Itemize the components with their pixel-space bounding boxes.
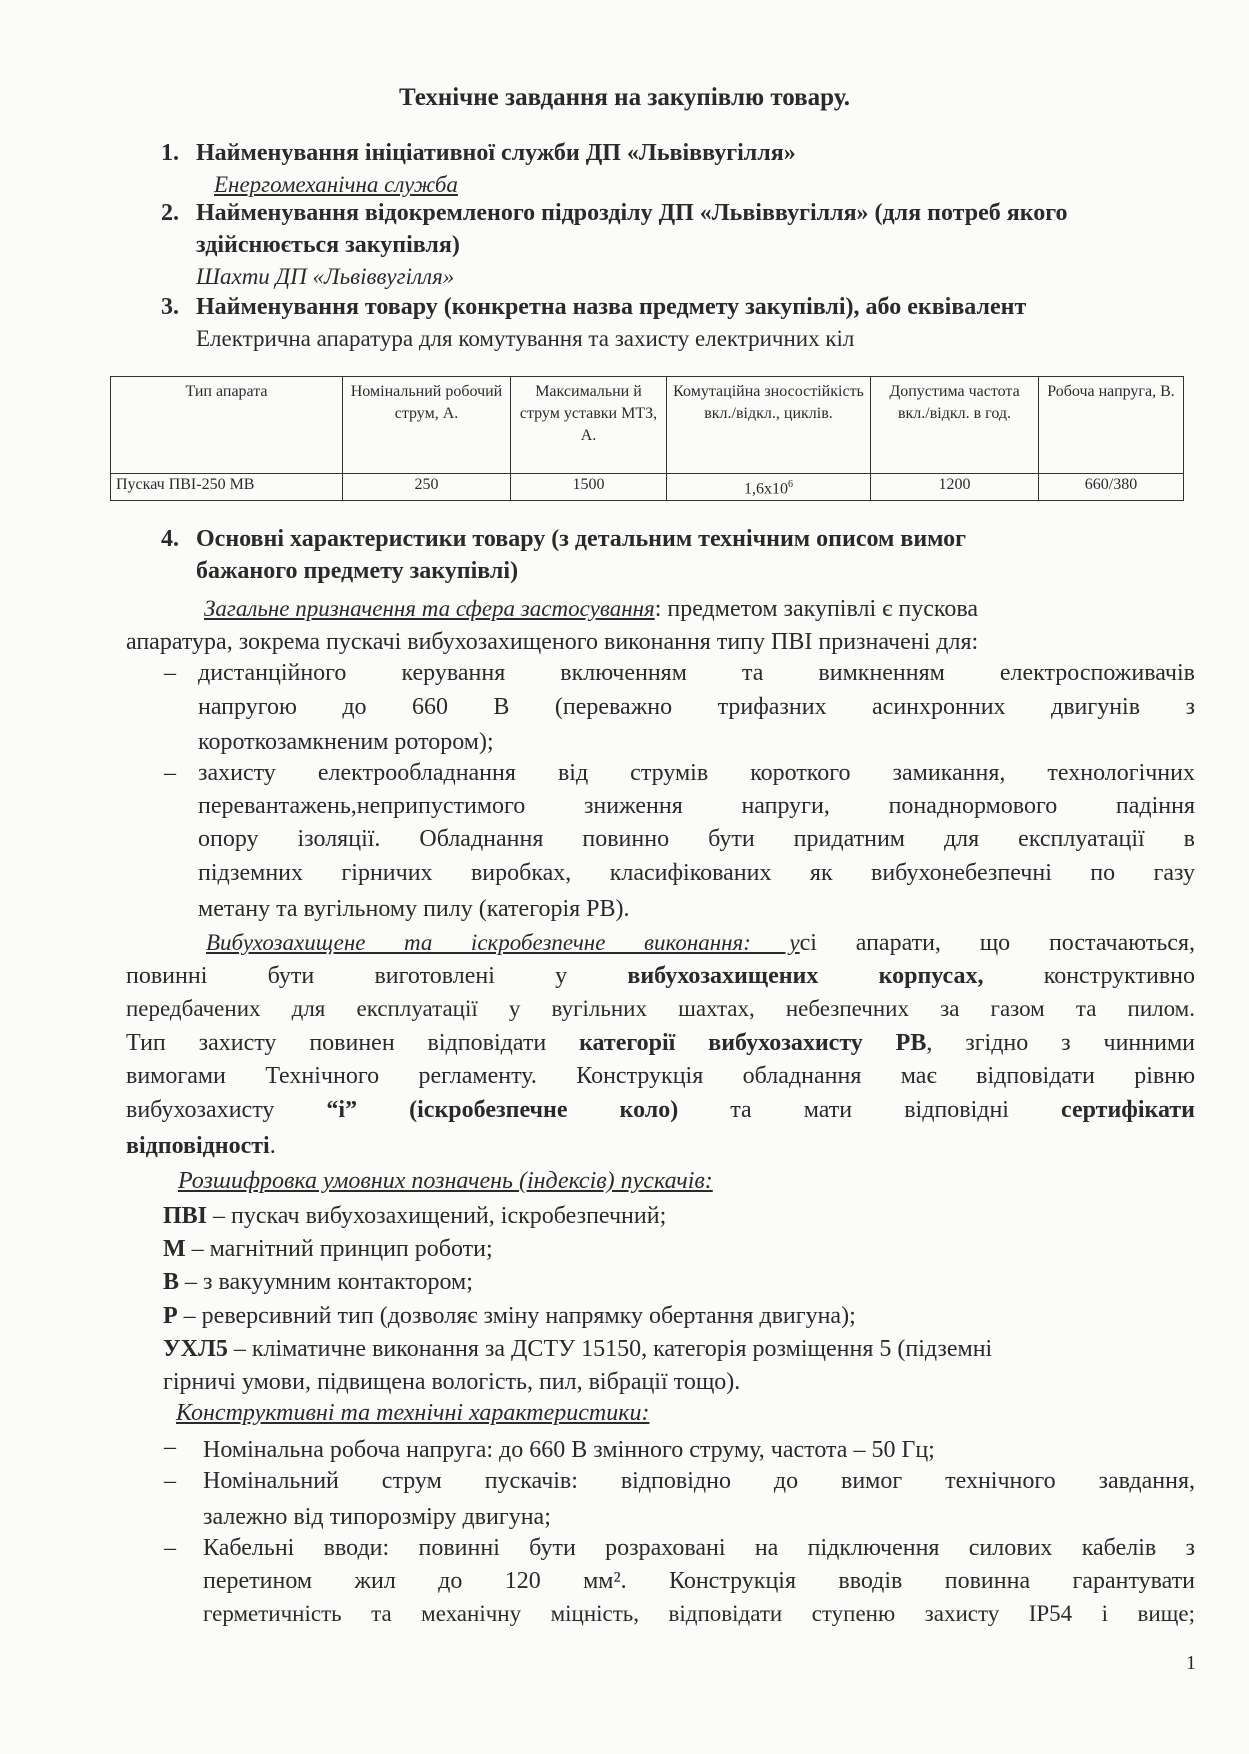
- bullet-2-line1: захисту електрообладнання від струмів короткого замикання, технологічних: [198, 760, 1195, 786]
- table-header-row: [111, 377, 1184, 474]
- construction-label: Конструктивні та технічні характеристики:: [176, 1400, 650, 1426]
- explosion-label: Вибухозахищене та іскробезпечне виконання: у: [206, 930, 800, 955]
- bullet-1-line3: короткозамкненим ротором);: [198, 729, 494, 755]
- bullet-2-line4: підземних гірничих виробках, класифікованих як вибухонебезпечні по газу: [198, 860, 1195, 886]
- table-cell: 1500: [511, 474, 667, 501]
- bold-span: сертифікати: [1061, 1097, 1196, 1123]
- paragraph-explosion-line7: відповідності.: [126, 1133, 276, 1159]
- text-span: повинні бути виготовлені у: [126, 963, 628, 989]
- section-4-heading-line2: бажаного предмету закупівлі): [196, 558, 519, 584]
- codes-label: Розшифровка умовних позначень (індексів) пускачів:: [178, 1168, 713, 1194]
- table-header-cell: Робоча напруга, В.: [1039, 377, 1184, 474]
- table-cell: 1200: [871, 474, 1039, 501]
- code-item: [163, 1233, 493, 1266]
- table-header-cell: Комутаційна зносостійкість вкл./відкл., циклів.: [667, 377, 871, 474]
- section-2-heading-line2: здійснюється закупівля): [196, 232, 460, 258]
- bullet-dash: –: [164, 760, 176, 786]
- bold-span: “і” (іскробезпечне коло): [326, 1097, 679, 1123]
- bullet-2-line2: перевантажень,неприпустимого зниження напруги, понаднормового падіння: [198, 793, 1195, 819]
- section-2-value: Шахти ДП «Львіввугілля»: [196, 264, 455, 289]
- construction-item-1: Номінальна робоча напруга: до 660 В змінного струму, частота – 50 Гц;: [203, 1437, 935, 1463]
- code-item: [163, 1333, 992, 1366]
- table-cell: 250: [343, 474, 511, 501]
- table-cell: Пускач ПВІ-250 МВ: [111, 474, 343, 501]
- code-item: [163, 1266, 473, 1299]
- text-span: вибухозахисту: [126, 1097, 327, 1123]
- bullet-dash: –: [164, 1434, 176, 1460]
- bullet-1-line2: напругою до 660 В (переважно трифазних асинхронних двигунів з: [198, 694, 1195, 720]
- table-row: [111, 474, 1184, 501]
- table-header-cell: Тип апарата: [111, 377, 343, 474]
- construction-item-2-line2: залежно від типорозміру двигуна;: [203, 1504, 551, 1530]
- code-key: В: [163, 1269, 180, 1295]
- bullet-dash: –: [164, 1535, 176, 1561]
- bullet-2-line5: метану та вугільному пилу (категорія РВ).: [198, 896, 630, 922]
- code-item: [163, 1300, 856, 1333]
- text-span: , згідно з чинними: [926, 1030, 1195, 1056]
- bullet-dash: –: [164, 1468, 176, 1494]
- purpose-text: : предметом закупівлі є пускова: [654, 596, 979, 622]
- code-desc: – з вакуумним контактором;: [179, 1269, 473, 1295]
- table-cell: [667, 474, 871, 501]
- bold-span: вибухозахищених корпусах,: [627, 963, 984, 989]
- section-3-heading: Найменування товару (конкретна назва предмету закупівлі), або еквівалент: [196, 294, 1027, 320]
- construction-item-3-line2: перетином жил до 120 мм². Конструкція вводів повинна гарантувати: [203, 1568, 1195, 1594]
- section-2-number: 2.: [161, 200, 179, 226]
- code-item: [163, 1200, 666, 1233]
- construction-item-3-line3: герметичність та механічну міцність, відповідати ступеню захисту IP54 і вище;: [203, 1601, 1195, 1626]
- text-span: та мати відповідні: [678, 1097, 1062, 1123]
- bold-span: відповідності: [126, 1133, 270, 1159]
- table-header-cell: Максимальни й струм уставки МТЗ, А.: [511, 377, 667, 474]
- table-header-cell: Номінальний робочий струм, А.: [343, 377, 511, 474]
- section-2-heading-line1: Найменування відокремленого підрозділу ДП «Львіввугілля» (для потреб якого: [196, 200, 1068, 226]
- paragraph-explosion-line3: передбачених для експлуатації у вугільних шахтах, небезпечних за газом та пилом.: [126, 996, 1195, 1021]
- section-3-number: 3.: [161, 294, 179, 320]
- code-desc: – пускач вибухозахищений, іскробезпечний;: [207, 1203, 667, 1229]
- code-key: Р: [163, 1303, 178, 1329]
- construction-item-3-line1: Кабельні вводи: повинні бути розраховані на підключення силових кабелів з: [203, 1535, 1195, 1561]
- table-cell-value: 1,6х10: [744, 480, 788, 498]
- bullet-1-line1: дистанційного керування включенням та вимкненням електроспоживачів: [198, 660, 1195, 686]
- bold-span: категорії вибухозахисту РВ: [579, 1030, 927, 1056]
- section-4-heading-line1: Основні характеристики товару (з детальним технічним описом вимог: [196, 526, 967, 552]
- paragraph-explosion-line1: [206, 930, 1195, 957]
- code-key: УХЛ5: [163, 1336, 228, 1362]
- paragraph-explosion-line5: вимогами Технічного регламенту. Конструкція обладнання має відповідати рівню: [126, 1063, 1195, 1089]
- code-key: ПВІ: [163, 1203, 208, 1229]
- text-span: конструктивно: [983, 963, 1196, 989]
- purpose-label: Загальне призначення та сфера застосування: [204, 596, 655, 621]
- paragraph-purpose-line2: апаратура, зокрема пускачі вибухозахищеного виконання типу ПВІ призначені для:: [126, 629, 979, 655]
- document-title: Технічне завдання на закупівлю товару.: [399, 84, 850, 111]
- table-cell-exponent: 6: [788, 479, 793, 490]
- section-1-value: Енергомеханічна служба: [214, 172, 458, 197]
- paragraph-purpose-line1: [204, 592, 978, 626]
- bullet-2-line3: опору ізоляції. Обладнання повинно бути придатним для експлуатації в: [198, 826, 1195, 852]
- paragraph-explosion-line6: [126, 1097, 1195, 1124]
- paragraph-explosion-line4: [126, 1030, 1195, 1057]
- section-4-number: 4.: [161, 526, 179, 552]
- code-desc: – кліматичне виконання за ДСТУ 15150, категорія розміщення 5 (підземні: [227, 1336, 993, 1362]
- section-3-value: Електрична апаратура для комутування та захисту електричних кіл: [196, 326, 855, 351]
- code-item-continuation: гірничі умови, підвищена вологість, пил, вібрації тощо).: [163, 1369, 741, 1395]
- table-cell: 660/380: [1039, 474, 1184, 501]
- spec-table: [110, 376, 1184, 501]
- code-desc: – реверсивний тип (дозволяє зміну напрямку обертання двигуна);: [177, 1303, 856, 1329]
- code-key: М: [163, 1236, 186, 1262]
- text-span: Тип захисту повинен відповідати: [126, 1030, 580, 1056]
- bullet-dash: –: [164, 660, 176, 686]
- section-1-number: 1.: [161, 140, 179, 166]
- code-desc: – магнітний принцип роботи;: [185, 1236, 493, 1262]
- page-number: 1: [1186, 1652, 1196, 1674]
- construction-item-2-line1: Номінальний струм пускачів: відповідно до вимог технічного завдання,: [203, 1468, 1195, 1494]
- section-1-heading: Найменування ініціативної служби ДП «Львіввугілля»: [196, 140, 796, 166]
- table-header-cell: Допустима частота вкл./відкл. в год.: [871, 377, 1039, 474]
- explosion-text: сі апарати, що постачаються,: [799, 930, 1195, 956]
- paragraph-explosion-line2: [126, 963, 1195, 990]
